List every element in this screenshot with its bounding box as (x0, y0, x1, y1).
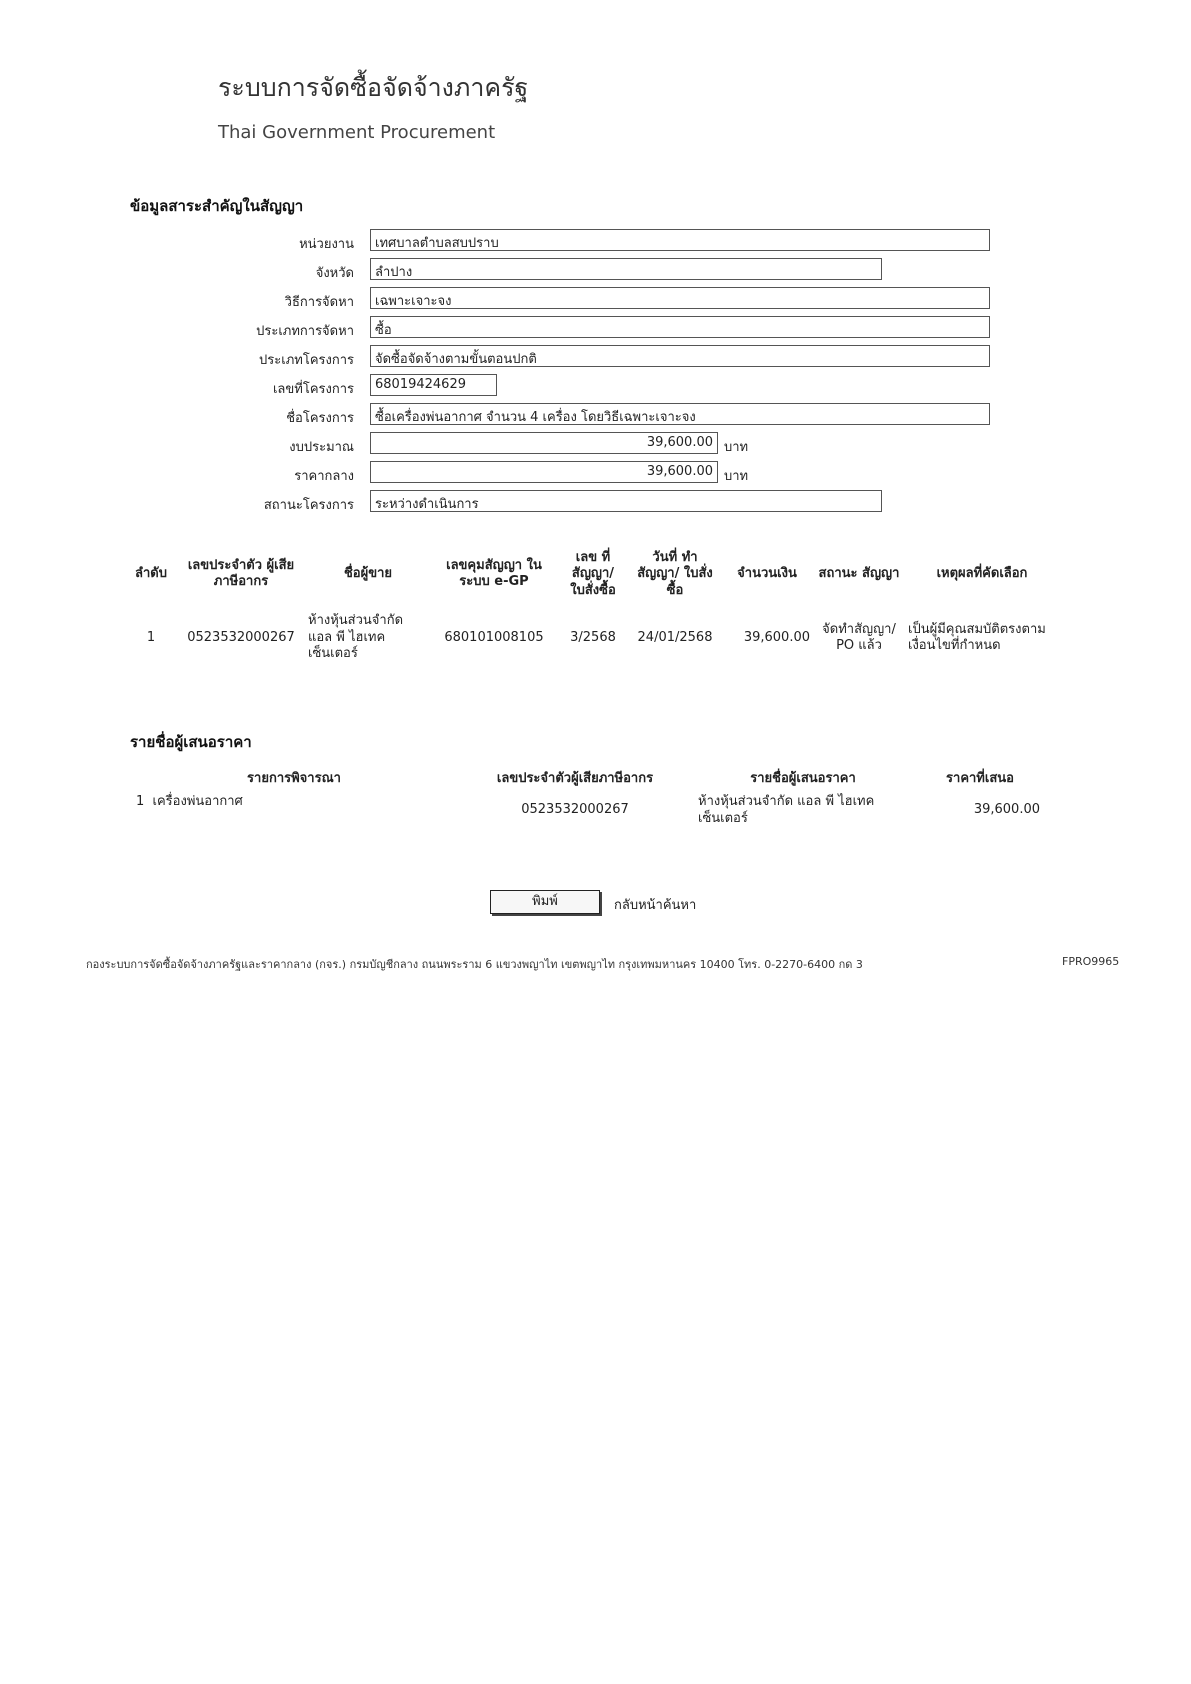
print-button[interactable]: พิมพ์ (490, 890, 600, 914)
header-egp-no: เลขคุมสัญญา ในระบบ e-GP (446, 558, 542, 590)
province-label: จังหวัด (315, 266, 354, 281)
header-tax-id: เลขประจำตัว ผู้เสียภาษีอากร (187, 558, 295, 590)
header-seller: ชื่อผู้ขาย (343, 566, 393, 582)
field-project-name (130, 403, 1030, 427)
contract-egp-no: 680101008105 (444, 629, 544, 645)
field-procurement-type (130, 316, 1030, 340)
contract-date: 24/01/2568 (637, 629, 713, 645)
header-seq: ลำดับ (135, 566, 167, 582)
method-label: วิธีการจัดหา (284, 295, 354, 310)
header-offer-price: ราคาที่เสนอ (946, 771, 1014, 786)
header-contract-date: วันที่ ทำสัญญา/ ใบสั่งซื้อ (637, 550, 713, 598)
contract-amount: 39,600.00 (743, 629, 810, 645)
bidder-item: เครื่องพ่นอากาศ (152, 794, 243, 809)
budget-label: งบประมาณ (289, 440, 354, 455)
province-value: ลำปาง (370, 258, 882, 280)
budget-unit: บาท (724, 440, 749, 455)
contract-summary-title: ข้อมูลสาระสำคัญในสัญญา (130, 197, 304, 215)
status-value: ระหว่างดำเนินการ (370, 490, 882, 512)
field-agency (130, 229, 1030, 253)
procurement-type-value: ซื้อ (370, 316, 990, 338)
bidders-table (130, 764, 1046, 831)
bidder-row (130, 791, 1046, 831)
method-value: เฉพาะเจาะจง (370, 287, 990, 309)
contract-tax-id: 0523532000267 (187, 629, 295, 645)
form-code: FPRO9965 (1062, 955, 1120, 968)
field-method (130, 287, 1030, 311)
contract-no: 3/2568 (570, 629, 616, 645)
contracts-header-row (124, 548, 1060, 601)
contract-seller: ห้างหุ้นส่วนจำกัด แอล พี ไฮเทค เซ็นเตอร์ (308, 613, 404, 661)
field-province (130, 258, 1030, 282)
app-subtitle: Thai Government Procurement (218, 122, 496, 143)
procurement-type-label: ประเภทการจัดหา (256, 324, 354, 339)
contract-seq: 1 (146, 629, 156, 645)
bidders-title: รายชื่อผู้เสนอราคา (130, 733, 252, 751)
agency-value: เทศบาลตำบลสบปราบ (370, 229, 990, 251)
back-to-search-link[interactable]: กลับหน้าค้นหา (614, 898, 697, 913)
bidder-price: 39,600.00 (973, 802, 1040, 818)
median-price-value: 39,600.00 (370, 461, 718, 483)
bidder-tax-id: 0523532000267 (521, 802, 629, 818)
project-no-value: 68019424629 (370, 374, 497, 396)
budget-value: 39,600.00 (370, 432, 718, 454)
project-name-value: ซื้อเครื่องพ่นอากาศ จำนวน 4 เครื่อง โดยวิธีเฉพาะเจาะจง (370, 403, 990, 425)
header-amount: จำนวนเงิน (737, 566, 797, 582)
contract-status: จัดทำสัญญา/ PO แล้ว (822, 621, 896, 653)
project-name-label: ชื่อโครงการ (286, 411, 354, 426)
bidder-seq: 1 (136, 794, 145, 809)
bidder-item-cell (130, 791, 458, 831)
header-reason: เหตุผลที่คัดเลือก (936, 566, 1028, 582)
footer-address: กองระบบการจัดซื้อจัดจ้างภาครัฐและราคากลาง (กจร.) กรมบัญชีกลาง ถนนพระราม 6 แขวงพญาไท เขตพญาไท กรุงเทพมหานคร 10400 โทร. 0-2270-6400 กด 3 (86, 958, 863, 971)
median-price-label: ราคากลาง (294, 469, 354, 484)
bidders-header-row (130, 764, 1046, 791)
header-contract-no: เลข ที่สัญญา/ ใบสั่งซื้อ (570, 550, 616, 598)
header-item: รายการพิจารณา (247, 771, 341, 786)
field-status (130, 490, 1030, 514)
contract-row (124, 601, 1060, 675)
median-price-unit: บาท (724, 469, 749, 484)
field-project-type (130, 345, 1030, 369)
header-bidder-tax-id: เลขประจำตัวผู้เสียภาษีอากร (496, 771, 654, 786)
field-project-no (130, 374, 1030, 398)
contracts-table (124, 548, 1060, 675)
contract-reason: เป็นผู้มีคุณสมบัติตรงตาม เงื่อนไขที่กำหนด (908, 621, 1046, 653)
app-title: ระบบการจัดซื้อจัดจ้างภาครัฐ (218, 73, 529, 102)
bidder-name: ห้างหุ้นส่วนจำกัด แอล พี ไฮเทค เซ็นเตอร์ (698, 794, 875, 826)
field-median-price (130, 461, 1030, 485)
project-type-label: ประเภทโครงการ (259, 353, 354, 368)
header-status: สถานะ สัญญา (818, 566, 900, 582)
project-no-label: เลขที่โครงการ (272, 382, 354, 397)
field-budget (130, 432, 1030, 456)
status-label: สถานะโครงการ (263, 498, 354, 513)
agency-label: หน่วยงาน (299, 237, 354, 252)
header-bidder-name: รายชื่อผู้เสนอราคา (750, 771, 856, 786)
project-type-value: จัดซื้อจัดจ้างตามขั้นตอนปกติ (370, 345, 990, 367)
